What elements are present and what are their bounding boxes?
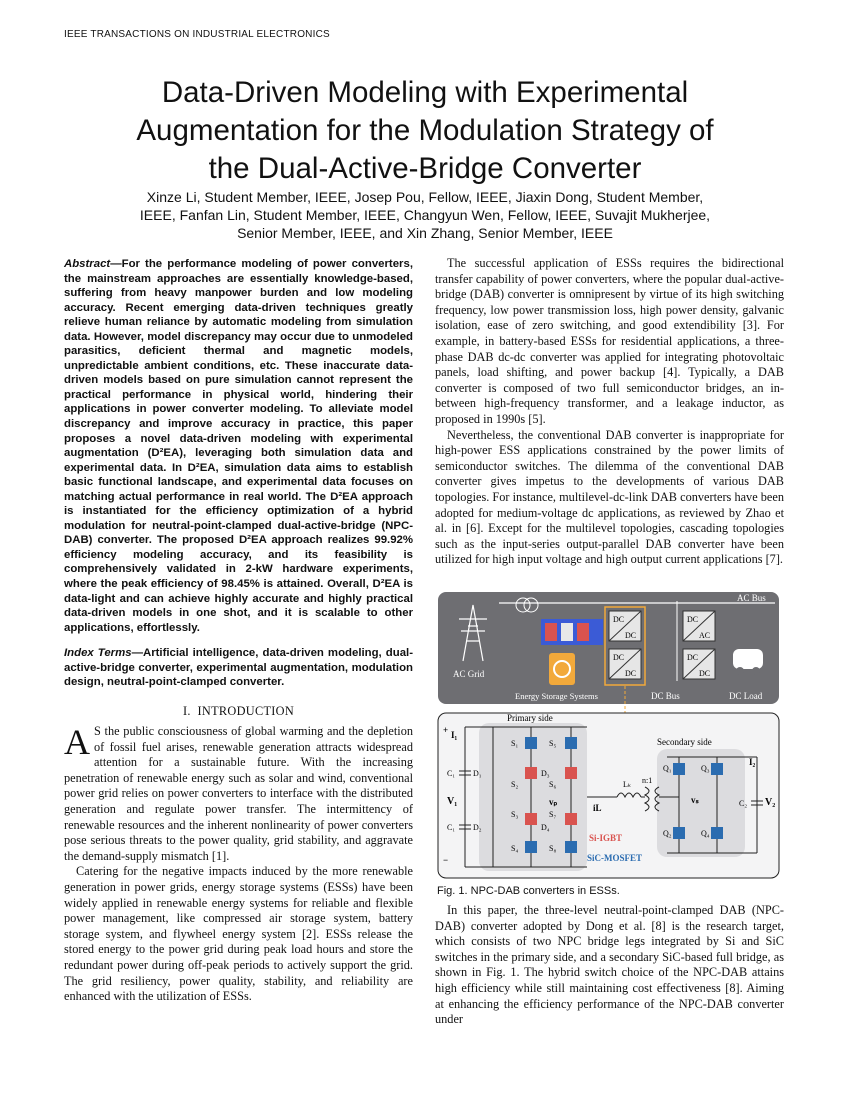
q4-label: Q₄ [701, 829, 710, 838]
s7-label: S₇ [549, 810, 557, 819]
c2-label: C₂ [739, 799, 748, 808]
s4-label: S₄ [511, 844, 519, 853]
d2-label: D₂ [473, 823, 482, 832]
vp-label: vₚ [549, 797, 558, 807]
ess-label: Energy Storage Systems [515, 691, 598, 701]
c1-label: C₁ [447, 823, 456, 832]
index-terms-text: Artificial intelligence, data-driven modeling, dual-active-bridge converter, experimental augmentation, modulation design, neutral-point-clamped converter. [64, 647, 413, 689]
author-line: IEEE, Fanfan Lin, Student Member, IEEE, Changyun Wen, Fellow, IEEE, Suvajit Mukherjee, [139, 207, 711, 223]
plus-label: + [443, 725, 449, 735]
dc-label: DC [613, 653, 625, 662]
dc-label: DC [699, 669, 711, 678]
dc-bus-label: DC Bus [651, 691, 680, 701]
il-label: iL [593, 803, 602, 813]
author-line: Senior Member, IEEE, and Xin Zhang, Senior Member, IEEE [237, 225, 613, 241]
c1-label: C₁ [447, 769, 456, 778]
ac-label: AC [699, 631, 711, 640]
d4-label: D₄ [541, 823, 550, 832]
section-heading [64, 704, 413, 719]
sic-mosfet-label: SiC-MOSFET [587, 853, 643, 863]
introduction-text [64, 724, 413, 1005]
s5-label: S₅ [549, 739, 557, 748]
si-igbt-label: Si-IGBT [589, 833, 623, 843]
body-paragraph: In this paper, the three-level neutral-point-clamped DAB (NPC-DAB) converter adopted by Dong et al. [8] is the research target, which consists of two NPC bridge legs integrated by Si and SiC switches in the primary side, and a secondary SiC-based full bridge, as shown in Fig. 1. The hybrid switch choice of the NPC-DAB attains high efficiency while still maintaining cost effectiveness [8]. Aiming at enhancing the efficiency performance of the NPC-DAB converter under [435, 903, 784, 1027]
intro-paragraph: Catering for the negative impacts induced by the more renewable generation in power grids, energy storage systems (ESSs) have been widely applied in renewable energy systems for reliable and flexible power management, like compressed air storage system, battery storage system, and flywheel energy system [2]. ESSs release the stored energy to the power grid during peak load hours and store the redundant power during off-peak periods to actively support the grid. The grid resiliency, power quality, stability, and reliability are enhanced with the utilization of ESSs. [64, 864, 413, 1004]
minus-label: − [443, 855, 449, 865]
dc-label: DC [625, 669, 637, 678]
running-head: IEEE TRANSACTIONS ON INDUSTRIAL ELECTRONICS [64, 29, 330, 40]
i1-label: I₁ [451, 730, 458, 740]
q1-label: Q₁ [663, 764, 672, 773]
abstract: Abstract—For the performance modeling of power converters, the mainstream approaches are essentially knowledge-based, suffering from heavy manpower burden and low modeling accuracy. Recent emerging data-driven techniques greatly relieve human reliance by automatic modeling from simulation data. However, model discrepancy may occur due to unmodeled parasitics, deficient thermal and magnetic models, unpredictable ambient conditions, etc. These inaccurate data-driven models based on pure simulation cannot represent the practical performance in physical world, hindering their applications in power converter modeling. To alleviate model discrepancy and improve accuracy in practice, this paper proposes a novel data-driven modeling with experimental augmentation (D²EA), leveraging both simulation data and experimental data. In D²EA, simulation data aims to establish basic functional landscape, and experimental data focuses on matching actual performance in real world. The D²EA approach is instantiated for the efficiency optimization of a hybrid modulation for neutral-point-clamped dual-active-bridge (NPC-DAB) converter. The proposed D²EA approach realizes 99.92% efficiency modeling accuracy, and its feasibility is comprehensively validated in 2-kW hardware experiments, where the peak efficiency of 98.45% is attained. Overall, D²EA is data-light and can achieve highly accurate and highly practical data-driven models in one shot, and it is scalable to other applications, effortlessly. [64, 258, 413, 634]
vs-label: vₛ [691, 795, 699, 805]
q2-label: Q₂ [663, 829, 672, 838]
storage-icon [549, 653, 575, 685]
author-list [60, 188, 790, 242]
section-title: INTRODUCTION [197, 704, 295, 718]
paper-title [40, 74, 810, 188]
q3-label: Q₃ [701, 764, 710, 773]
dc-label: DC [687, 615, 699, 624]
dc-label: DC [625, 631, 637, 640]
d1-label: D₁ [473, 769, 482, 778]
turns-ratio-label: n:1 [642, 776, 653, 785]
i2-label: I₂ [749, 757, 756, 767]
right-column-text-continued [435, 903, 784, 1028]
battery-icon [541, 619, 603, 645]
body-paragraph: The successful application of ESSs requires the bidirectional transfer capability of power converters, where the popular dual-active-bridge (DAB) converter is omnipresent by virtue of its high switching frequency, low power transmission loss, high power density, galvanic isolation, ease of zero switching, and good extendibility [3]. For example, in battery-based ESSs for residential applications, a three-phase DAB dc-dc converter was applied for integrating photovoltaic panels, load shifting, and power backup [4]. Typically, a DAB converter is composed of two full semiconductor bridges, an in-between high-frequency transformer, and a leakage inductor, as proposed in 1990s [5]. [435, 256, 784, 426]
s1-label: S₁ [511, 739, 519, 748]
abstract-label: Abstract [64, 258, 111, 270]
right-column-text [435, 256, 784, 568]
v1-label: V₁ [447, 796, 458, 807]
s6-label: S₆ [549, 780, 557, 789]
intro-paragraph: S the public consciousness of global warming and the depletion of fossil fuel arises, renewable generation attracts widespread attention for a sustainable future. With the increasing penetration of renewable energy such as solar and wind, conventional power grid relies on power converters to interface with the distributed generation and regulate power transfer. The intermittency of renewable resources and the inherent nonlinearity of power converters pose serious threats to the power quality, grid stability, and aggravate the demand-supply mismatch [1]. [64, 724, 413, 863]
system-panel [438, 592, 779, 704]
secondary-side-label: Secondary side [657, 737, 712, 747]
v2-label: V₂ [765, 797, 776, 808]
title-line: Data-Driven Modeling with Experimental [161, 76, 689, 109]
dc-label: DC [613, 615, 625, 624]
abstract-text: For the performance modeling of power converters, the mainstream approaches are essentially knowledge-based, suffering from heavy manpower burden and low modeling accuracy. Recent emerging data-driven techniques greatly relieve human reliance by automatic modeling from simulation data. However, model discrepancy may occur due to unmodeled parasitics, deficient thermal and magnetic models, unpredictable ambient conditions, etc. These inaccurate data-driven models based on pure simulation cannot represent the practical performance in physical world, hindering their applications in power converter modeling. To alleviate model discrepancy and improve accuracy in practice, this paper proposes a novel data-driven modeling with experimental augmentation (D²EA), leveraging both simulation data and experimental data. In D²EA, simulation data aims to establish basic functional landscape, and experimental data focuses on matching actual performance in real world. The D²EA approach is instantiated for the efficiency optimization of a hybrid modulation for neutral-point-clamped dual-active-bridge (NPC-DAB) converter. The proposed D²EA approach realizes 99.92% efficiency modeling accuracy, and its feasibility is comprehensively validated in 2-kW hardware experiments, where the peak efficiency of 98.45% is attained. Overall, D²EA is data-light and can achieve highly accurate and highly practical data-driven models in one shot, and it is scalable to other applications, effortlessly. [64, 258, 413, 634]
author-line: Xinze Li, Student Member, IEEE, Josep Pou, Fellow, IEEE, Jiaxin Dong, Student Member, [146, 189, 704, 205]
s8-label: S₈ [549, 844, 557, 853]
title-line: the Dual-Active-Bridge Converter [208, 152, 642, 185]
primary-side-label: Primary side [507, 713, 553, 723]
index-terms: Index Terms—Artificial intelligence, data-driven modeling, dual-active-bridge converter, experimental augmentation, modulation design, neutral-point-clamped converter. [64, 647, 413, 689]
ac-bus-label: AC Bus [737, 593, 766, 603]
figure-npc-dab [437, 591, 780, 880]
lk-label: Lₖ [623, 780, 632, 789]
ac-grid-label: AC Grid [453, 669, 485, 679]
dc-load-label: DC Load [729, 691, 763, 701]
index-terms-label: Index Terms [64, 647, 132, 659]
figure-caption: Fig. 1. NPC-DAB converters in ESSs. [437, 885, 620, 897]
body-paragraph: Nevertheless, the conventional DAB converter is inappropriate for high-power ESS applications constrained by the power limits of semiconductor switches. The dilemma of the conventional DAB converter gives impetus to the developments of various DAB topologies. For instance, multilevel-dc-link DAB converters have been adopted for medium-voltage dc applications, as reviewed by Zhao et al. in [6]. Except for the multilevel topologies, cascading topologies such as the input-series output-parallel DAB converter have been utilized for high input voltage and high output current applications [7]. [435, 427, 784, 567]
drop-cap: A [64, 722, 90, 762]
dc-label: DC [687, 653, 699, 662]
s2-label: S₂ [511, 780, 519, 789]
d3-label: D₃ [541, 769, 550, 778]
s3-label: S₃ [511, 810, 519, 819]
section-number: I. [182, 704, 191, 718]
title-line: Augmentation for the Modulation Strategy of [136, 114, 714, 147]
